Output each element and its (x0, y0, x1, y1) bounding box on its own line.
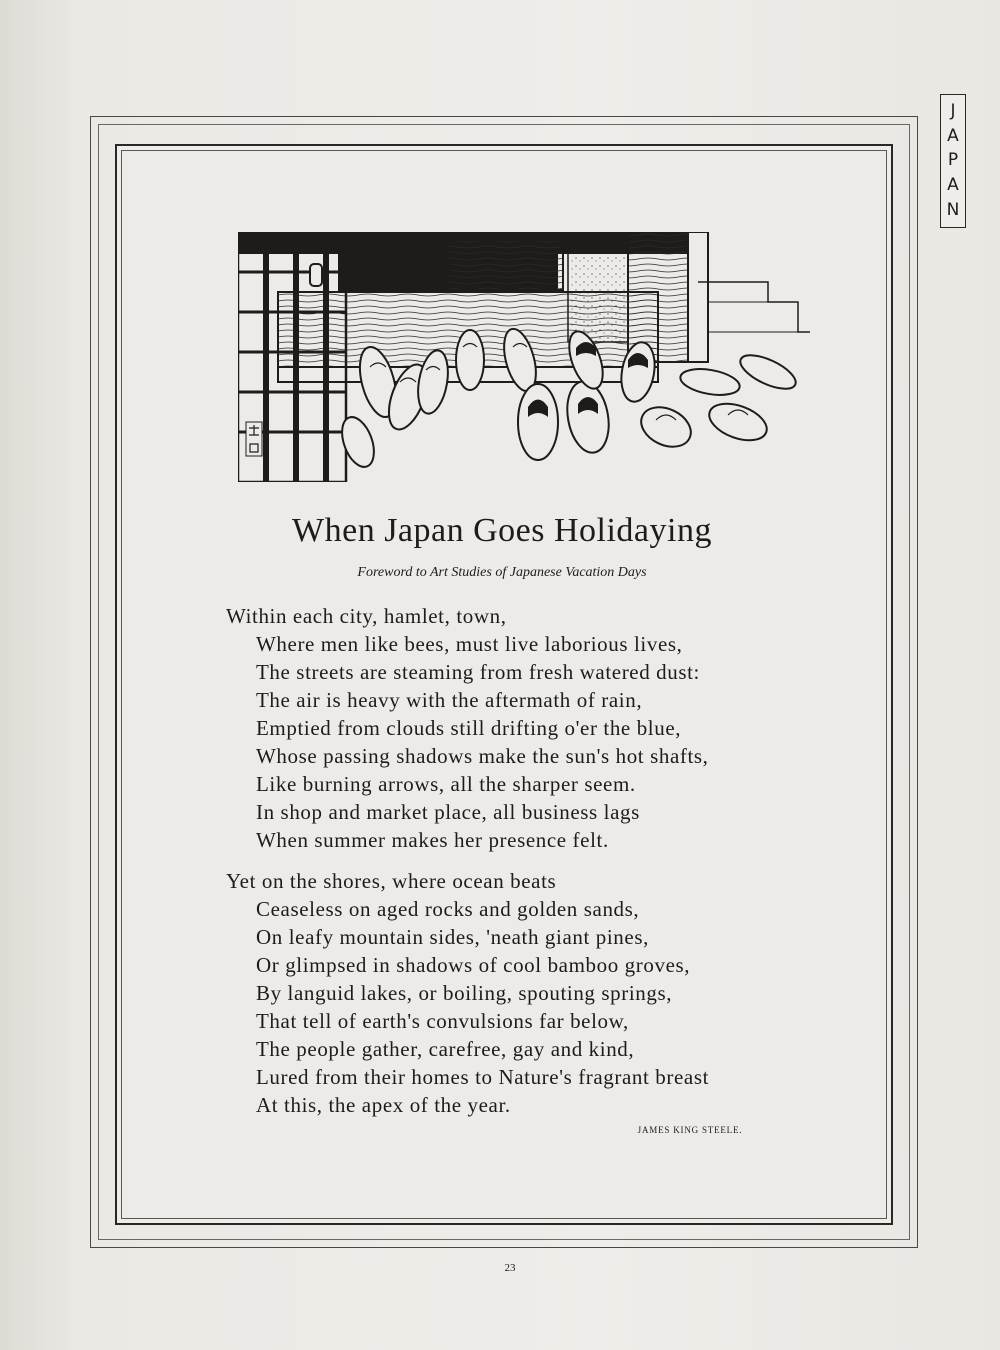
page-subtitle: Foreword to Art Studies of Japanese Vacation Days (357, 565, 647, 580)
side-tab-letter: N (946, 200, 960, 221)
side-tab-letter: P (947, 150, 959, 171)
side-tab-letter: A (947, 125, 959, 146)
japan-side-tab (940, 94, 966, 228)
poem-line: Within each city, hamlet, town, (226, 604, 507, 628)
poem-stanza (226, 867, 846, 1119)
poem-line: Lured from their homes to Nature's fragrant breast (256, 1065, 710, 1089)
poem-author: JAMES KING STEELE. (637, 1125, 743, 1135)
side-tab-letter: A (947, 175, 959, 196)
poem-line: Yet on the shores, where ocean beats (226, 869, 557, 893)
page-number: 23 (504, 1262, 516, 1274)
page-title: When Japan Goes Holidaying (292, 512, 712, 549)
poem-line: The people gather, carefree, gay and kind, (256, 1037, 635, 1061)
poem-line: In shop and market place, all business lags (256, 800, 640, 824)
poem-line: When summer makes her presence felt. (256, 828, 609, 852)
poem-line: Or glimpsed in shadows of cool bamboo groves, (256, 953, 691, 977)
poem-line: At this, the apex of the year. (256, 1093, 511, 1117)
poem-line: The streets are steaming from fresh watered dust: (256, 660, 700, 684)
poem-line: On leafy mountain sides, 'neath giant pines, (256, 925, 649, 949)
poem-line: That tell of earth's convulsions far below, (256, 1009, 629, 1033)
poem-line: Whose passing shadows make the sun's hot shafts, (256, 744, 709, 768)
poem-line: Like burning arrows, all the sharper seem. (256, 772, 636, 796)
side-tab-letter: J (950, 100, 956, 121)
poem-line: Emptied from clouds still drifting o'er the blue, (256, 716, 682, 740)
poem-line: By languid lakes, or boiling, spouting springs, (256, 981, 673, 1005)
geta-sandals-illustration (238, 232, 810, 482)
poem-line: Ceaseless on aged rocks and golden sands, (256, 897, 640, 921)
poem (226, 602, 846, 1119)
poem-line: The air is heavy with the aftermath of rain, (256, 688, 643, 712)
poem-line: Where men like bees, must live laborious lives, (256, 632, 683, 656)
poem-stanza (226, 602, 846, 854)
